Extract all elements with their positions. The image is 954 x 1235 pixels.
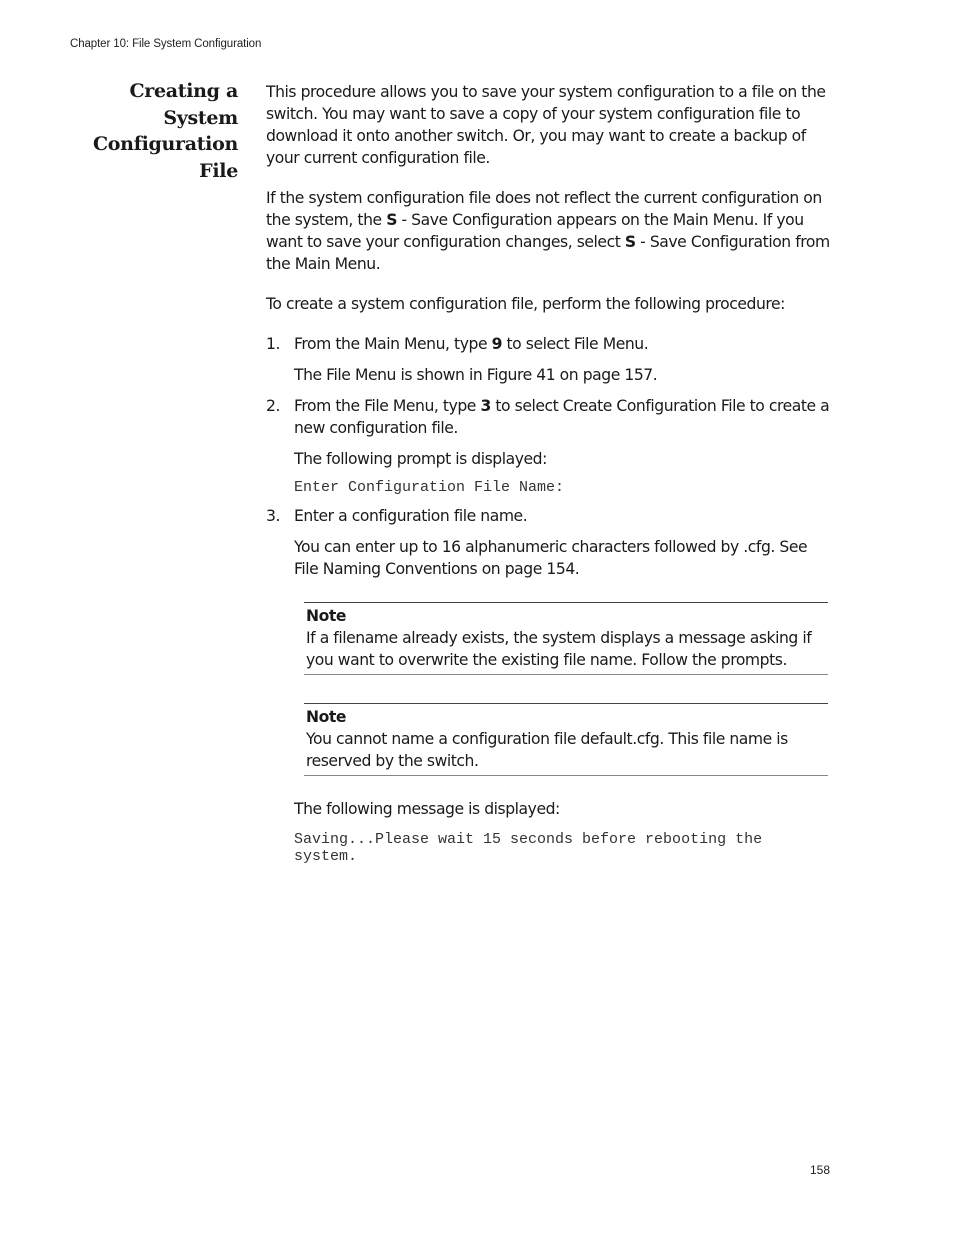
save-config-paragraph bbox=[266, 187, 832, 275]
key-s: S bbox=[386, 211, 397, 229]
step-3 bbox=[266, 505, 832, 527]
section-heading-line: System bbox=[163, 106, 238, 129]
section-heading bbox=[48, 78, 238, 184]
section-heading-line: Configuration bbox=[92, 133, 238, 155]
note-text: If a filename already exists, the system displays a message asking if you want to overwrite the existing file name. Follow the prompts. bbox=[306, 629, 812, 669]
step-text bbox=[294, 333, 832, 355]
note-title: Note bbox=[306, 708, 346, 726]
key-9: 9 bbox=[491, 335, 502, 353]
section-heading-line: Creating a bbox=[129, 80, 238, 102]
step-number: 2. bbox=[266, 397, 280, 415]
text-run: - Save Configuration appears on the Main Menu. If you want to save your configuration changes, select bbox=[266, 211, 804, 251]
step-text bbox=[294, 395, 832, 439]
prompt-code: Enter Configuration File Name: bbox=[294, 479, 565, 496]
step-1-followup: The File Menu is shown in Figure 41 on page 157. bbox=[294, 366, 658, 384]
step-text: Enter a configuration file name. bbox=[294, 507, 528, 525]
note-box bbox=[304, 703, 828, 776]
step-number: 1. bbox=[266, 335, 280, 353]
step-2-followup: The following prompt is displayed: bbox=[294, 450, 547, 468]
note-title: Note bbox=[306, 607, 346, 625]
step-number: 3. bbox=[266, 507, 280, 525]
note-box bbox=[304, 602, 828, 675]
text-run: - Save Configuration from the Main Menu. bbox=[266, 233, 830, 273]
section-heading-line: File bbox=[199, 159, 238, 182]
step-3-followup: You can enter up to 16 alphanumeric characters followed by .cfg. See File Naming Conventions on page 154. bbox=[294, 538, 808, 578]
page-number: 158 bbox=[810, 1163, 831, 1177]
procedure-intro: To create a system configuration file, perform the following procedure: bbox=[266, 295, 785, 313]
text-run: to select Create Configuration File to create a new configuration file. bbox=[294, 397, 830, 437]
key-s: S bbox=[624, 233, 636, 251]
body-content bbox=[266, 81, 832, 874]
note-text: You cannot name a configuration file default.cfg. This file name is reserved by the switch. bbox=[306, 730, 788, 770]
closing-text: The following message is displayed: bbox=[294, 800, 560, 818]
step-2 bbox=[266, 395, 832, 439]
key-3: 3 bbox=[480, 397, 491, 415]
running-header: Chapter 10: File System Configuration bbox=[70, 38, 262, 50]
step-1 bbox=[266, 333, 832, 355]
text-run: From the Main Menu, type bbox=[294, 335, 492, 353]
text-run: If the system configuration file does not reflect the current configuration on the system, the bbox=[266, 189, 822, 229]
intro-paragraph: This procedure allows you to save your system configuration to a file on the switch. You may want to save a copy of your system configuration file to download it onto another switch. Or, you may want to create a backup of your current configuration file. bbox=[266, 83, 826, 167]
text-run: to select File Menu. bbox=[502, 335, 649, 353]
text-run: From the File Menu, type bbox=[294, 397, 481, 415]
saving-message-code: Saving...Please wait 15 seconds before rebooting the system. bbox=[294, 831, 772, 865]
